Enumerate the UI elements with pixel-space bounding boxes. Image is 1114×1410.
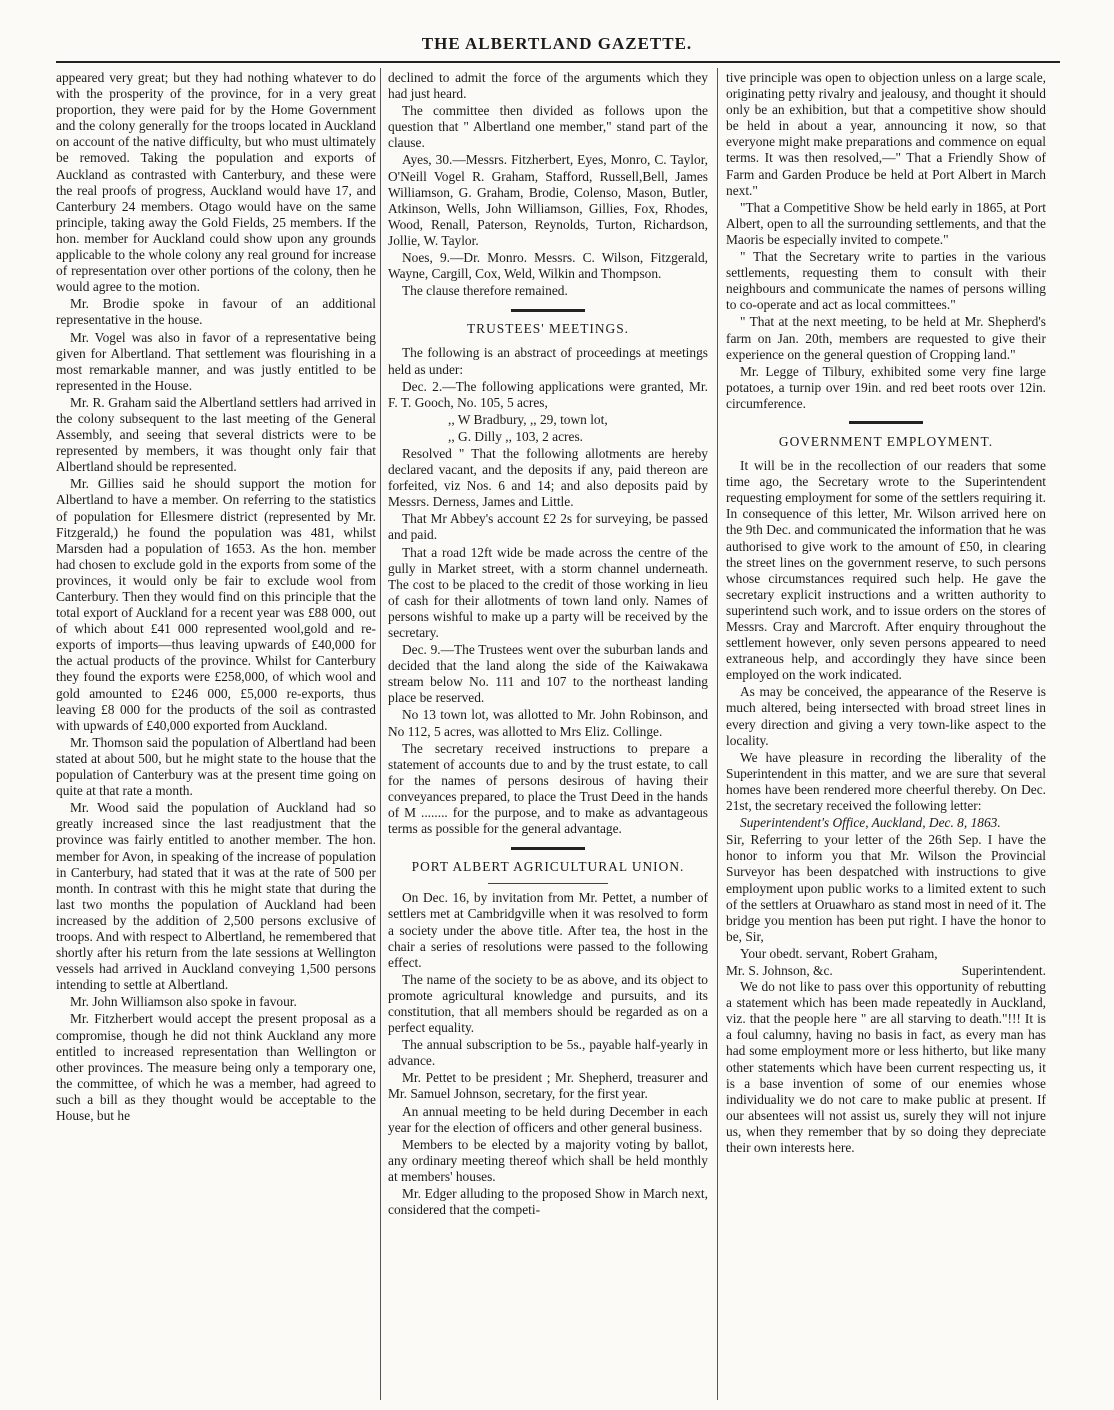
section-heading-employment: GOVERNMENT EMPLOYMENT. <box>778 433 994 449</box>
paragraph: "That a Competitive Show be held early in 1865, at Port Albert, open to all the surrounding settlements, and that the Maoris be especially invited to compete." <box>726 199 1046 247</box>
paragraph: It will be in the recollection of our readers that some time ago, the Secretary wrote to the Superintendent requesting employment for some of the settlers requiring it. In consequence of this letter, Mr. Wilson arrived here on the 9th Dec. and communicated the information that he was authorised to give work to the amount of £50, in clearing the street lines on the government reserve, to such persons whose circumstances required such help. He gave the secretary explicit instructions and a written authority to superintend such work, and to issue orders on the stores of Messrs. Cray and Marcroft. After enquiry throughout the settlement however, only seven persons appeared to need extraneous help, and accordingly they have since been employed on the work indicated. <box>726 458 1046 683</box>
paragraph: An annual meeting to be held during December in each year for the election of officers and other general business. <box>388 1103 708 1135</box>
paragraph: The clause therefore remained. <box>402 283 568 299</box>
paragraph: Dec. 2.—The following applications were granted, Mr. F. T. Gooch, No. 105, 5 acres, <box>388 378 708 410</box>
paragraph: Mr. Legge of Tilbury, exhibited some very fine large potatoes, a turnip over 19in. and red beet roots over 12in. circumference. <box>726 363 1046 411</box>
paragraph: On Dec. 16, by invitation from Mr. Pettet, a number of settlers met at Cambridgville when it was resolved to form a society under the above title. After tea, the host in the chair a series of resolutions were passed to the following effect. <box>388 890 708 970</box>
column-1 <box>56 70 376 1400</box>
paragraph: The following is an abstract of proceedings at meetings held as under: <box>388 345 708 377</box>
paragraph: tive principle was open to objection unless on a large scale, originating petty rivalry and jealousy, and thought it should only be an exhibition, but that a competitive show should be held in about a year, announcing it now, so that everyone might make preparations and commence on equal terms. It was then resolved,—" That a Friendly Show of Farm and Garden Produce be held at Port Albert in March next." <box>726 70 1046 198</box>
paragraph: We do not like to pass over this opportunity of rebutting a statement which has been made repeatedly in Auckland, viz. that the people here " are all starving to death."!!! It is a foul calumny, having no basis in fact, as every man has had some employment more or less hitherto, but like many other statements which have been current respecting us, it is a base invention of some of our enemies whose individuality we do not care to make public at present. If our absentees will not assist us, surely they will not injure us, when they remember that by so doing they depreciate their own interests here. <box>726 979 1046 1155</box>
letter-closing: Your obedt. servant, Robert Graham, <box>740 945 938 961</box>
paragraph: Dec. 9.—The Trustees went over the suburban lands and decided that the land along the side of the Kaiwakawa stream below No. 111 and 107 to the northeast landing place be reserved. <box>388 642 708 706</box>
letter-title: Superintendent. <box>961 962 1046 978</box>
paragraph: Mr. Vogel was also in favor of a representative being given for Albertland. That settlement was flourishing in a most remarkable manner, and was justly entitled to be represented in the House. <box>56 329 376 393</box>
paragraph: The name of the society to be as above, and its object to promote agricultural knowledge and pursuits, and its constitution, that all members should be regarded as on a perfect equality. <box>388 971 708 1036</box>
paragraph: The secretary received instructions to prepare a statement of accounts due to and by the trust estate, to call for the names of persons desirous of having their conveyances prepared, to place the Trust Deed in the hands of M ........ for the purpose, and to make as advantageous terms as possible for the general advantage. <box>388 740 708 837</box>
section-ornament <box>511 845 585 851</box>
paragraph: As may be conceived, the appearance of the Reserve is much altered, being intersected with broad street lines in every direction and giving a very town-like aspect to the locality. <box>726 684 1046 748</box>
paragraph: Resolved " That the following allotments are hereby declared vacant, and the deposits if any, paid thereon are forfeited, viz Nos. 6 and 14; and also deposits paid by Messrs. Derness, James and Little. <box>388 445 708 510</box>
paragraph: Ayes, 30.—Messrs. Fitzherbert, Eyes, Monro, C. Taylor, O'Neill Vogel R. Graham, Stafford, Russell,Bell, James Williamson, G. Graham, Brodie, Colenso, Mason, Butler, Atkinson, Wells, John Williamson, Gillies, Fox, Rhodes, Wood, Renall, Paterson, Reynolds, Turton, Richardson, Jollie, W. Taylor. <box>388 152 708 248</box>
letter-signature <box>726 963 1046 979</box>
paragraph: That Mr Abbey's account £2 2s for surveying, be passed and paid. <box>388 511 708 543</box>
column-2 <box>388 70 708 1400</box>
paragraph: appeared very great; but they had nothing whatever to do with the prosperity of the province, for in a very great proportion, they were paid for by the Home Government and the colony generally for the troops located in Auckland on account of the native difficulty, but who must ultimately be removed. Taking the population and exports of Auckland as contrasted with Canterbury, and these were the real proofs of progress, Auckland would have 17, and Canterbury 24 members. Otago would have on the same principle, taking away the Gold Fields, 25 members. If the hon. member for Auckland could show upon any grounds applicable to the whole colony any real ground for increase of representation over other portions of the colony, then he would agree to the motion. <box>56 70 376 295</box>
paragraph: Mr. John Williamson also spoke in favour. <box>70 994 297 1010</box>
paragraph: declined to admit the force of the arguments which they had just heard. <box>388 70 708 102</box>
masthead-title: THE ALBERTLAND GAZETTE. <box>421 34 693 53</box>
column-divider-1 <box>380 68 381 1400</box>
paragraph: Mr. R. Graham said the Albertland settlers had arrived in the colony subsequent to the last meeting of the General Assembly, and seeing that several districts were to be represented by members, it was thought only fair that Albertland should be represented. <box>56 394 376 475</box>
section-heading-union: PORT ALBERT AGRICULTURAL UNION. <box>411 859 685 875</box>
paragraph: Mr. Pettet to be president ; Mr. Shepherd, treasurer and Mr. Samuel Johnson, secretary, for the first year. <box>388 1070 708 1102</box>
paragraph: No 13 town lot, was allotted to Mr. John Robinson, and No 112, 5 acres, was allotted to Mrs Eliz. Collinge. <box>388 707 708 739</box>
section-rule <box>488 883 608 884</box>
letter-body: Sir, Referring to your letter of the 26th Sep. I have the honor to inform you that Mr. Wilson the Provincial Surveyor has been despatched with instructions to give employment upon public works to a limited extent to such of the settlers at Oruawharo as stand most in need of it. The bridge you mention has been put right. I have the honor to be, Sir, <box>726 832 1046 944</box>
paragraph: ,, G. Dilly ,, 103, 2 acres. <box>448 428 583 444</box>
paragraph: Mr. Gillies said he should support the motion for Albertland to have a member. On referring to the statistics of population for Ellesmere district (represented by Mr. Fitzgerald,) he found the population was 481, whilst Marsden had a population of 1653. As the hon. member had chosen to exclude gold in the exports from some of the provinces, it would only be fair to exclude wool from Canterbury. Then they would find on this principle that the total export of Auckland for a recent year was £88 000, out of which about £41 000 represented wool,gold and re-exports of imports—thus leaving upwards of £40,000 for the actual products of the province. Whilst for Canterbury they found the exports were £258,000, of which wool and gold amounted to £246 000, £5,000 re-exports, thus leaving £8 000 for the products of the soil as contrasted with upwards of £40,000 exported from Auckland. <box>56 476 376 733</box>
paragraph: ,, W Bradbury, ,, 29, town lot, <box>448 411 608 427</box>
section-heading-trustees: TRUSTEES' MEETINGS. <box>466 321 629 337</box>
paragraph: " That at the next meeting, to be held at Mr. Shepherd's farm on Jan. 20th, members are requested to give their experience on the general question of Cropping land." <box>726 314 1046 362</box>
paragraph: Mr. Brodie spoke in favour of an additional representative in the house. <box>56 296 376 328</box>
paragraph: The annual subscription to be 5s., payable half-yearly in advance. <box>388 1037 708 1069</box>
paragraph: Mr. Fitzherbert would accept the present proposal as a compromise, though he did not think Auckland any more entitled to increased representation than Wellington or other provinces. The measure being only a temporary one, the committee, of which he was a member, had agreed to such a bill as they thought would be acceptable to the House, but he <box>56 1011 376 1123</box>
column-3 <box>726 70 1046 1400</box>
letter-recipient: Mr. S. Johnson, &c. <box>726 962 833 978</box>
paragraph: We have pleasure in recording the liberality of the Superintendent in this matter, and we are sure that several homes have been rendered more cheerful thereby. On Dec. 21st, the secretary received the following letter: <box>726 749 1046 814</box>
column-divider-2 <box>717 68 718 1400</box>
paragraph: " That the Secretary write to parties in the various settlements, requesting them to consult with their neighbours and communicate the names of persons willing to co-operate and act as local committees." <box>726 249 1046 313</box>
paragraph: Mr. Wood said the population of Auckland had so greatly increased since the last readjustment that the province was fairly entitled to another member. The hon. member for Avon, in speaking of the increase of population in Canterbury, had stated that it was at the rate of 500 per month. In contrast with this he might state that during the last two months the population of Auckland had been increased by the addition of 2,500 persons exclusive of troops. And with respect to Albertland, he remembered that shortly after his return from the late sessions at Wellington vessels had arrived in Auckland conveying 1,500 persons intending to settle at Albertland. <box>56 800 376 993</box>
section-ornament <box>849 420 923 426</box>
paragraph: Noes, 9.—Dr. Monro. Messrs. C. Wilson, Fitzgerald, Wayne, Cargill, Cox, Weld, Wilkin and Thompson. <box>388 250 708 282</box>
paragraph: That a road 12ft wide be made across the centre of the gully in Market street, with a storm channel underneath. The cost to be placed to the credit of those working in lieu of cash for their allotments of town land only. Names of persons wishful to make up a party will be received by the secretary. <box>388 544 708 640</box>
letter-dateline: Superintendent's Office, Auckland, Dec. 8, 1863. <box>740 815 1001 831</box>
paragraph: Mr. Thomson said the population of Albertland had been stated at about 500, but he might state to the house that the population of Canterbury was at the present time going on quite at that rate a month. <box>56 734 376 799</box>
paragraph: Mr. Edger alluding to the proposed Show in March next, considered that the competi- <box>388 1186 708 1218</box>
section-ornament <box>511 307 585 313</box>
masthead-rule <box>56 61 1060 63</box>
paragraph: The committee then divided as follows upon the question that " Albertland one member," stand part of the clause. <box>388 103 708 151</box>
paragraph: Members to be elected by a majority voting by ballot, any ordinary meeting thereof which shall be held monthly at members' houses. <box>388 1136 708 1184</box>
